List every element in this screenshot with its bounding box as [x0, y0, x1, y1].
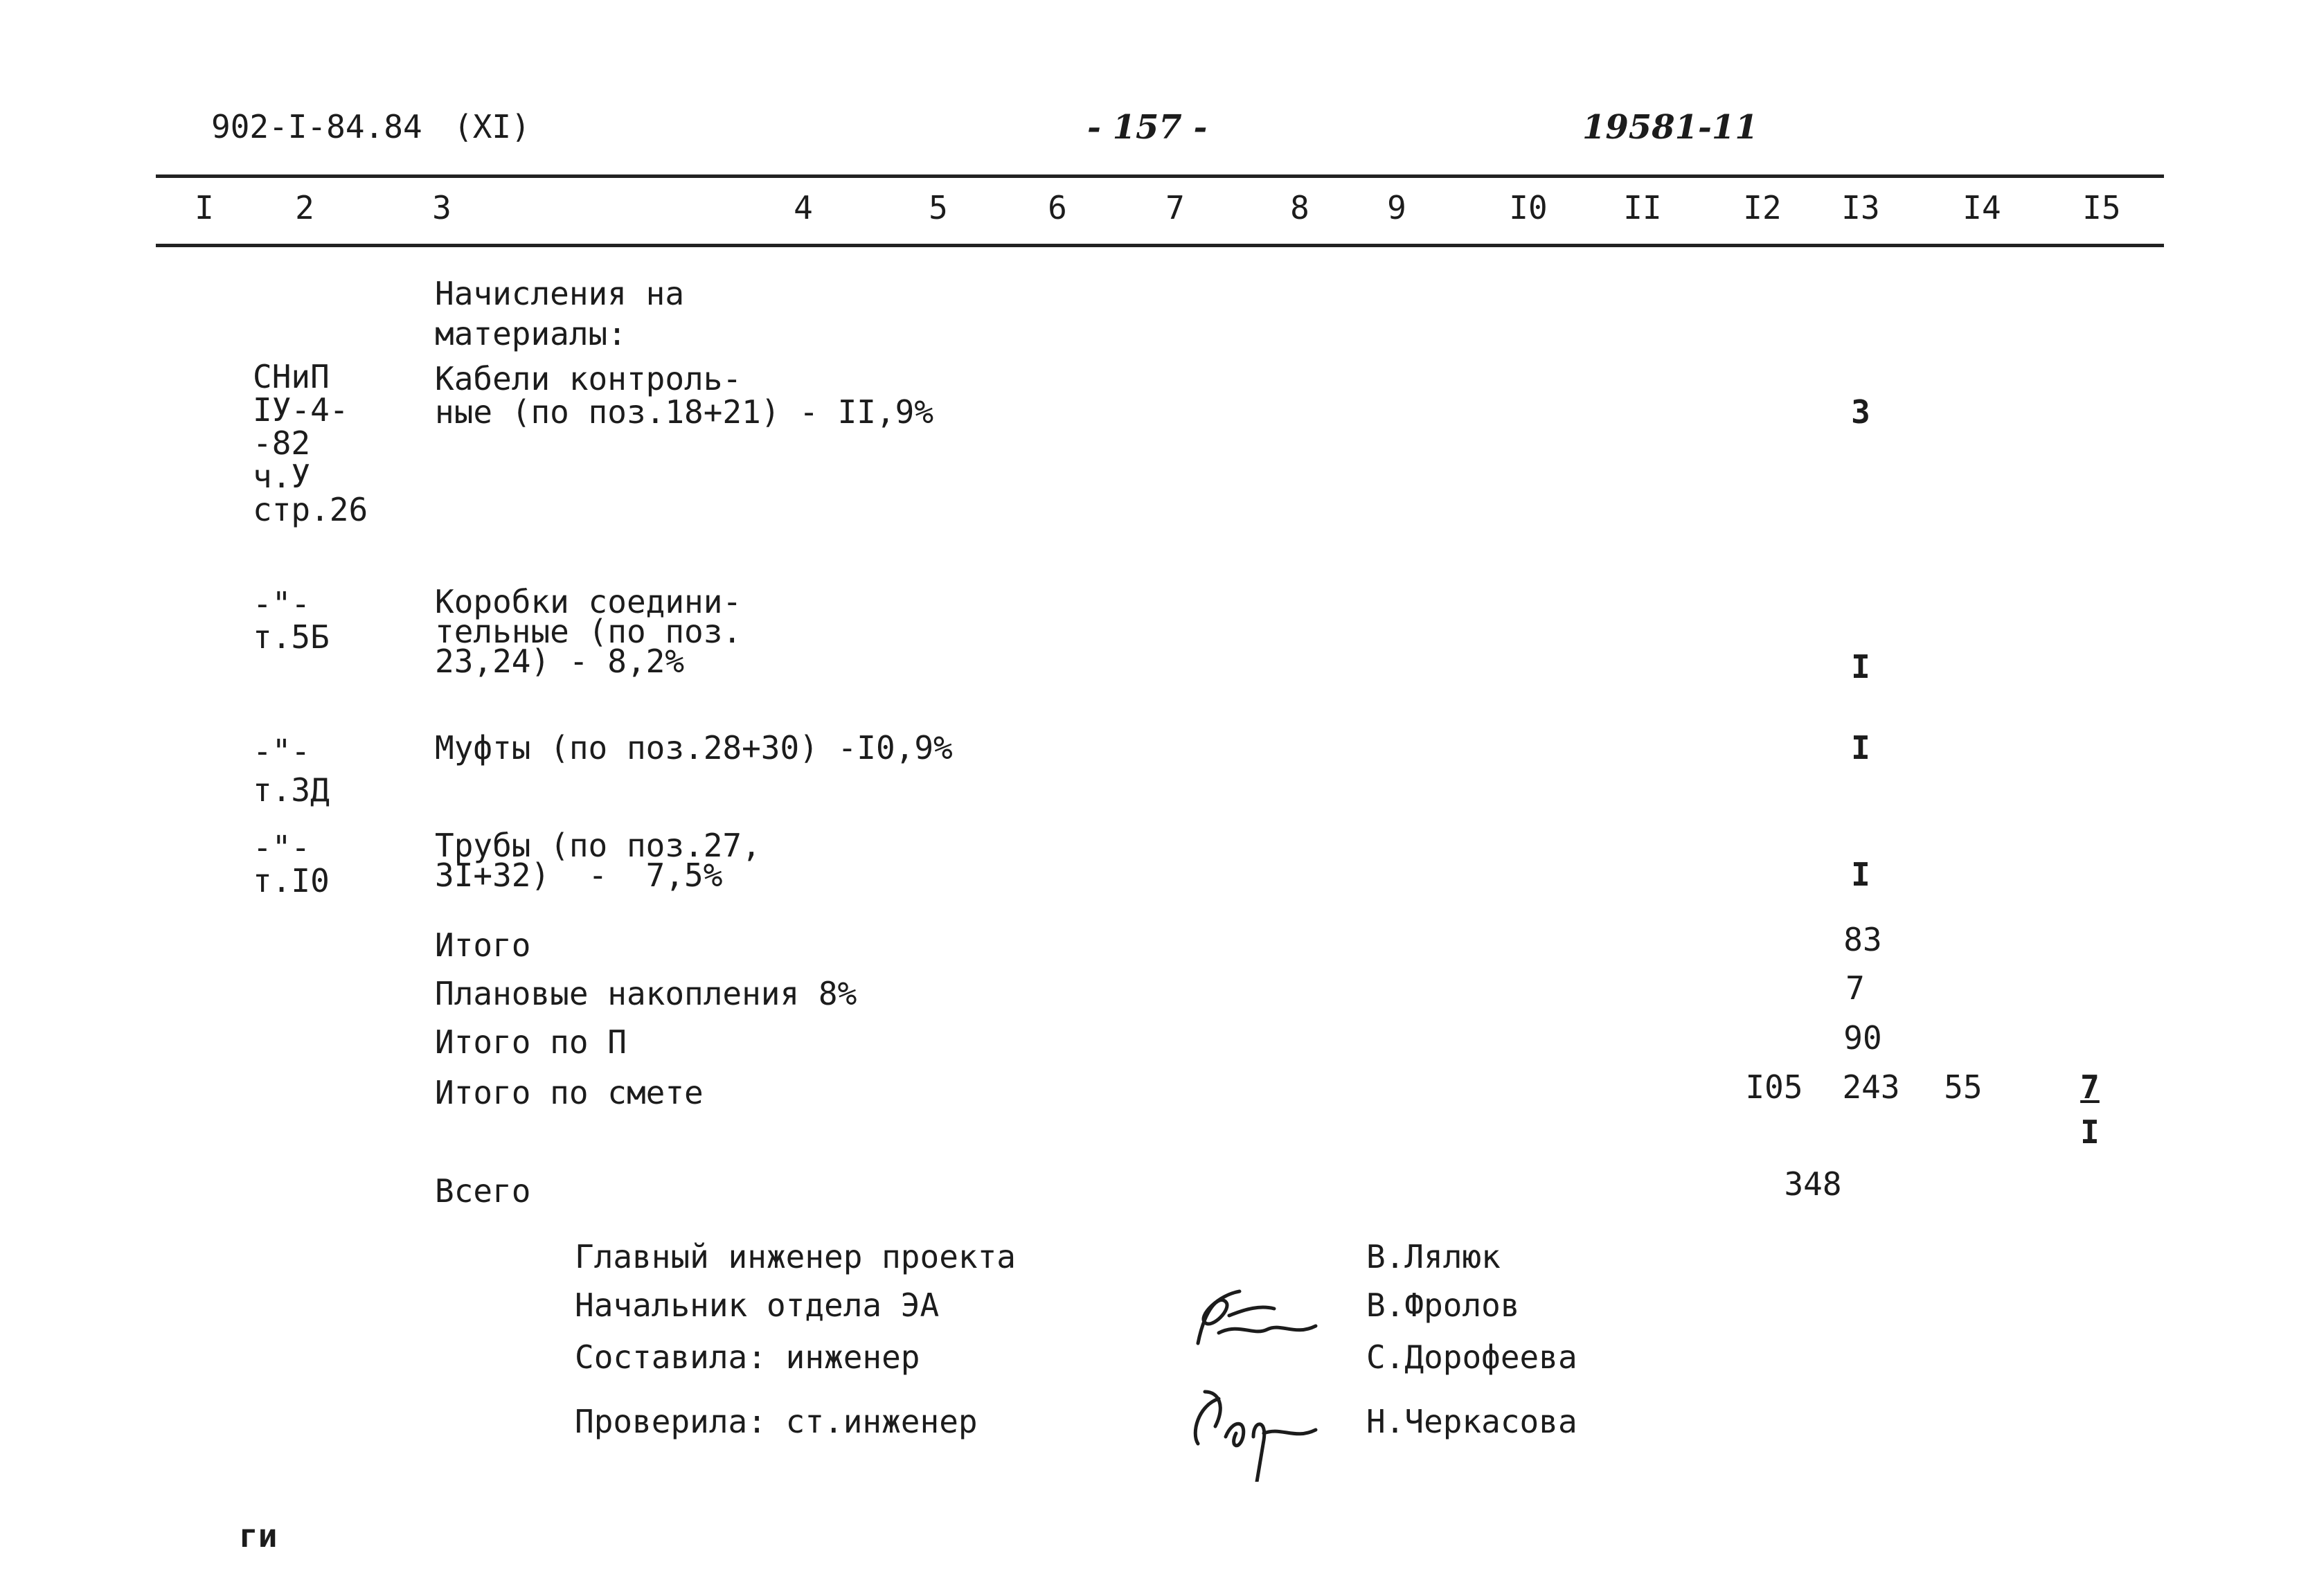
signature-role: Главный инженер проекта: [575, 1238, 1016, 1275]
col-14: I4: [1962, 189, 2001, 226]
total-col15-numerator: 7: [2080, 1068, 2100, 1106]
signature-name: Н.Черкасова: [1366, 1403, 1577, 1440]
sheet-code: 19581-11: [1582, 108, 1758, 147]
col-12: I2: [1743, 189, 1782, 226]
col-4: 4: [794, 189, 813, 226]
signature-name: С.Дорофеева: [1366, 1338, 1577, 1376]
total-col13: 243: [1842, 1068, 1900, 1106]
total-label: Итого по П: [435, 1023, 627, 1061]
col-8: 8: [1290, 189, 1309, 226]
footer-mark: ги: [239, 1517, 278, 1554]
row-ref: -"- т.3Д: [253, 733, 330, 809]
col-2: 2: [295, 189, 314, 226]
total-label: Итого: [435, 926, 531, 964]
signature-role: Проверила: ст.инженер: [575, 1403, 978, 1440]
grand-total-value: 348: [1784, 1165, 1842, 1203]
row-ref: -"- т.5Б: [253, 585, 330, 656]
col-10: I0: [1509, 189, 1548, 226]
col-6: 6: [1048, 189, 1067, 226]
row-col13: I: [1851, 729, 1870, 766]
row-ref: -"- т.I0: [253, 829, 330, 899]
total-col15-denominator: I: [2080, 1113, 2100, 1151]
total-col14: 55: [1944, 1068, 1983, 1106]
row-col13: I: [1851, 856, 1870, 893]
col-11: II: [1623, 189, 1662, 226]
col-5: 5: [929, 189, 948, 226]
col-7: 7: [1165, 189, 1185, 226]
grand-total-label: Всего: [435, 1172, 531, 1210]
row-col13: 3: [1851, 393, 1870, 431]
row-desc: Коробки соедини- тельные (по поз. 23,24) - 8,2%: [435, 583, 742, 680]
signature-name: В.Фролов: [1366, 1286, 1520, 1324]
page-number: - 157 -: [1087, 108, 1208, 147]
total-col13: 7: [1845, 969, 1865, 1007]
series-label: (XI): [454, 108, 530, 145]
doc-code: 902-I-84.84: [211, 108, 422, 145]
row-ref: СНиП IУ-4- -82 ч.У стр.26: [253, 358, 368, 528]
col-9: 9: [1387, 189, 1406, 226]
row-col13: I: [1851, 648, 1870, 685]
row-desc: Кабели контроль- ные (по поз.18+21) - II,9%: [435, 360, 934, 431]
col-13: I3: [1841, 189, 1880, 226]
row-desc: Муфты (по поз.28+30) -I0,9%: [435, 729, 953, 766]
row-desc: Трубы (по поз.27, 3I+32) - 7,5%: [435, 827, 761, 894]
total-col13: 83: [1843, 921, 1882, 958]
signature-role: Составила: инженер: [575, 1338, 920, 1376]
total-col12: I05: [1745, 1068, 1803, 1106]
section-title: Начисления на материалы:: [435, 275, 685, 352]
col-3: 3: [432, 189, 451, 226]
signature-name: В.Лялюк: [1366, 1238, 1501, 1275]
col-15: I5: [2082, 189, 2121, 226]
signature-scribble-1: [1177, 1267, 1357, 1364]
total-label: Плановые накопления 8%: [435, 975, 857, 1012]
total-label: Итого по смете: [435, 1074, 704, 1111]
col-1: I: [195, 189, 214, 226]
signature-scribble-2: [1177, 1378, 1343, 1482]
header-bottom-rule: [156, 244, 2164, 247]
total-col13: 90: [1843, 1019, 1882, 1057]
signature-role: Начальник отдела ЭА: [575, 1286, 940, 1324]
top-rule: [156, 174, 2164, 178]
